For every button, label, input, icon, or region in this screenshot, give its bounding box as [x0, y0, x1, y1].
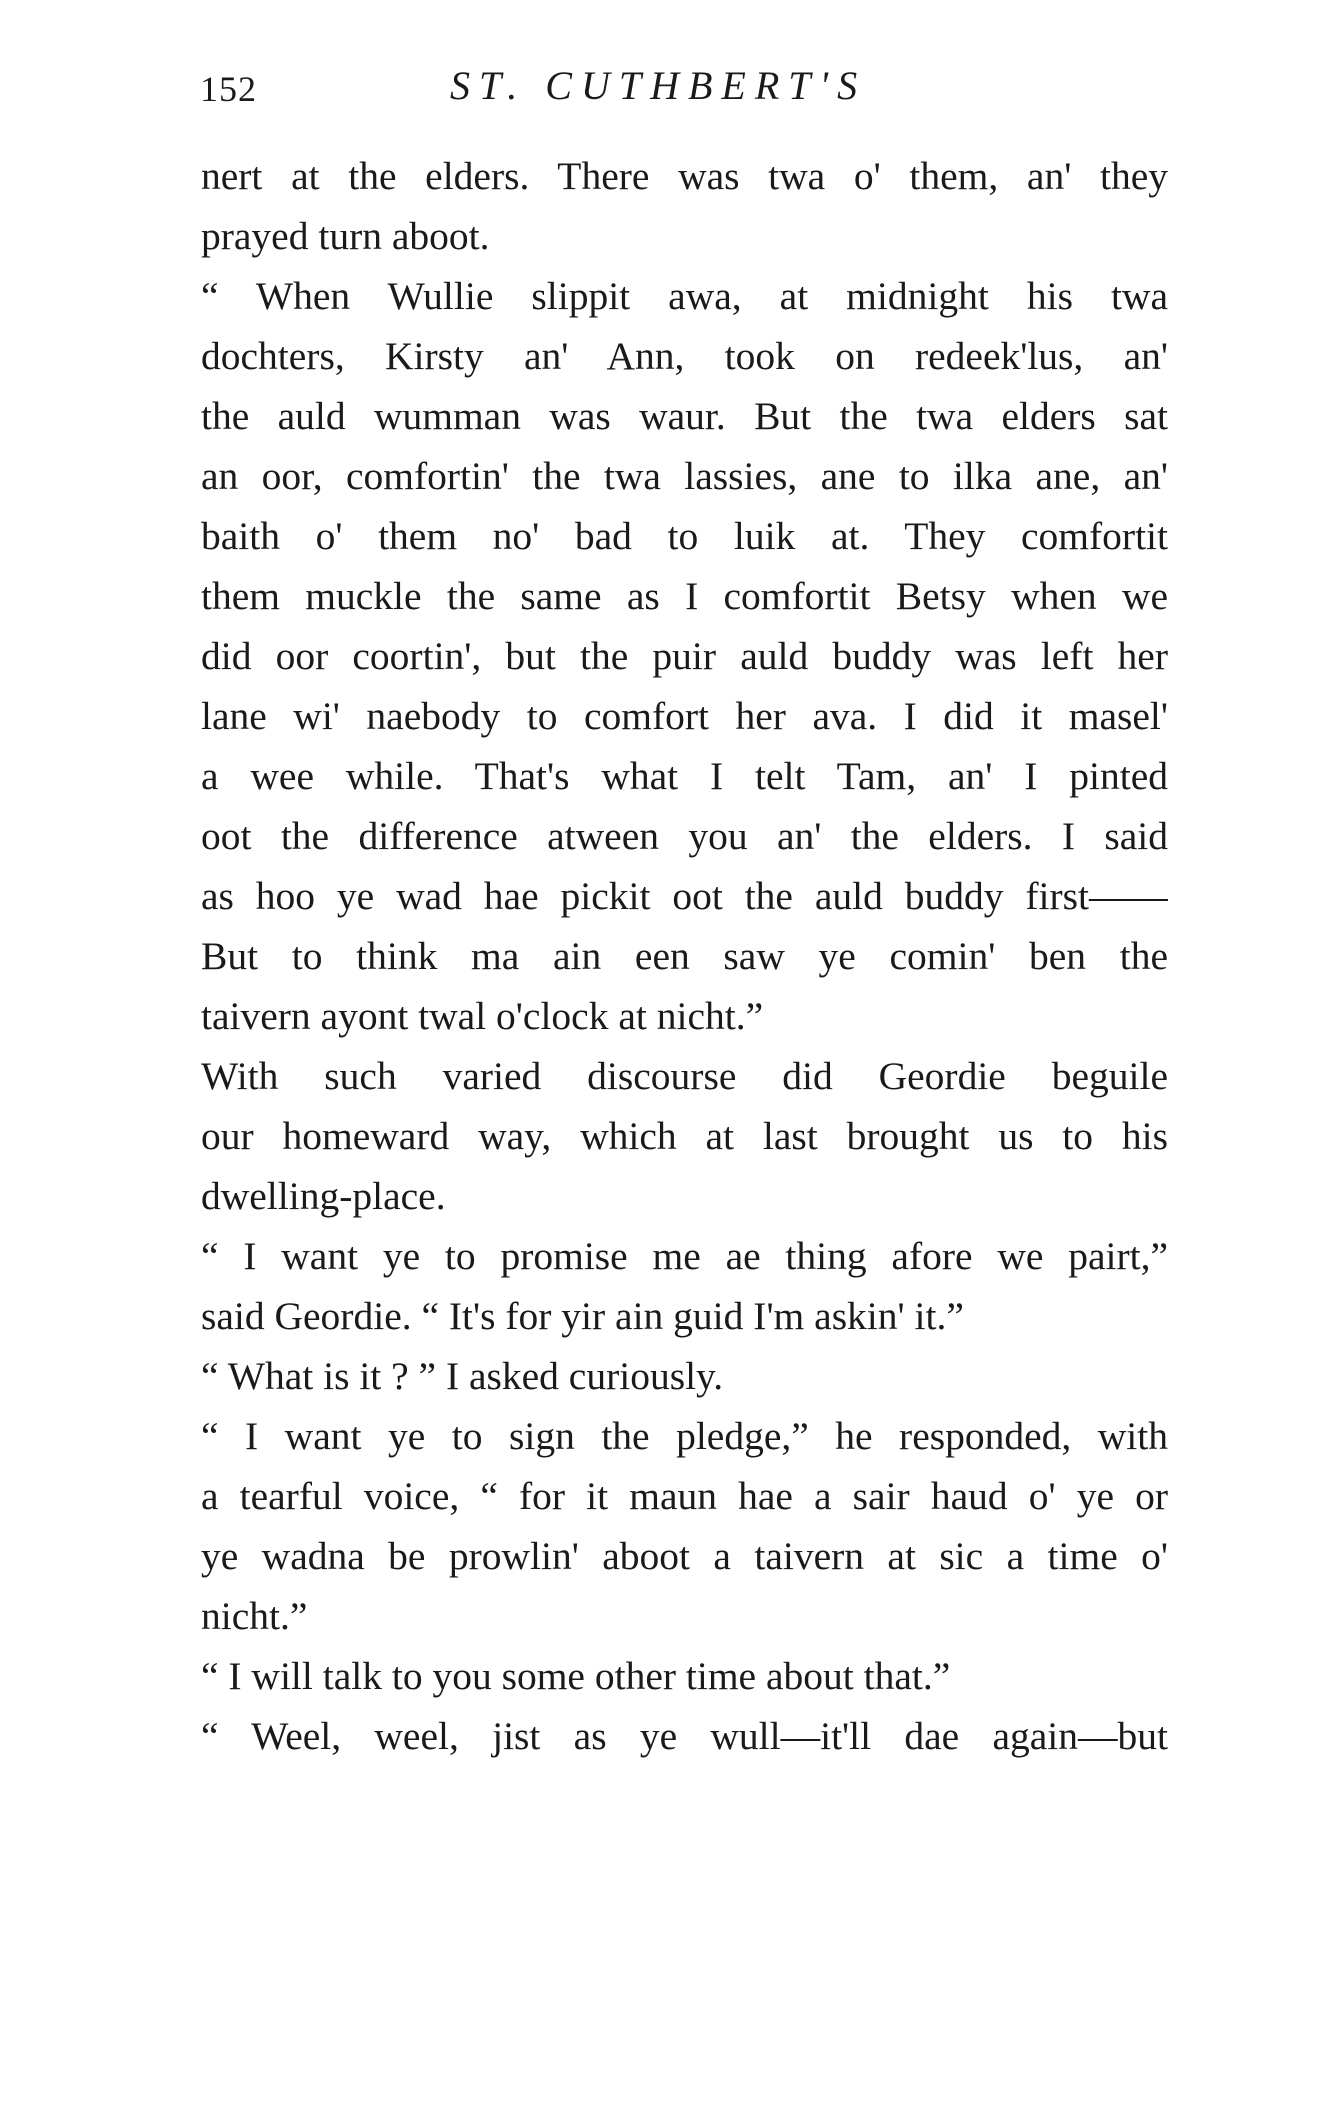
text-line: a wee while. That's what I telt Tam, an' I pinted: [201, 754, 1168, 798]
text-line: the auld wumman was waur. But the twa elders sat: [201, 394, 1168, 438]
page-number: 152: [200, 69, 257, 109]
text-line: “ When Wullie slippit awa, at midnight his twa: [201, 274, 1168, 318]
body-text: [201, 146, 1168, 1766]
text-line: With such varied discourse did Geordie beguile: [201, 1054, 1168, 1098]
text-line: an oor, comfortin' the twa lassies, ane to ilka ane, an': [201, 454, 1168, 498]
text-line: lane wi' naebody to comfort her ava. I did it masel': [201, 694, 1168, 738]
page-header: [200, 62, 1170, 122]
text-line: a tearful voice, “ for it maun hae a sair haud o' ye or: [201, 1474, 1168, 1518]
text-line: our homeward way, which at last brought us to his: [201, 1114, 1168, 1158]
text-line: “ I will talk to you some other time about that.”: [201, 1654, 951, 1698]
text-line: baith o' them no' bad to luik at. They comfortit: [201, 514, 1168, 558]
text-line: “ I want ye to sign the pledge,” he responded, with: [201, 1414, 1168, 1458]
text-line: “ Weel, weel, jist as ye wull—it'll dae again—but: [201, 1714, 1168, 1758]
text-line: ye wadna be prowlin' aboot a taivern at sic a time o': [201, 1534, 1168, 1578]
text-line: them muckle the same as I comfortit Betsy when we: [201, 574, 1168, 618]
text-line: as hoo ye wad hae pickit oot the auld buddy first——: [201, 874, 1168, 918]
text-line: “ I want ye to promise me ae thing afore we pairt,”: [201, 1234, 1168, 1278]
text-line: said Geordie. “ It's for yir ain guid I'm askin' it.”: [201, 1294, 964, 1338]
text-line: nert at the elders. There was twa o' them, an' they: [201, 154, 1168, 198]
text-line: “ What is it ? ” I asked curiously.: [201, 1354, 724, 1398]
text-line: But to think ma ain een saw ye comin' ben the: [201, 934, 1168, 978]
text-line: nicht.”: [201, 1594, 308, 1638]
text-line: dochters, Kirsty an' Ann, took on redeek'lus, an': [201, 334, 1168, 378]
running-title: ST. CUTHBERT'S: [450, 63, 867, 108]
text-line: prayed turn aboot.: [201, 214, 490, 258]
text-line: taivern ayont twal o'clock at nicht.”: [201, 994, 764, 1038]
text-line: dwelling-place.: [201, 1174, 446, 1218]
text-line: did oor coortin', but the puir auld buddy was left her: [201, 634, 1168, 678]
text-line: oot the difference atween you an' the elders. I said: [201, 814, 1168, 858]
